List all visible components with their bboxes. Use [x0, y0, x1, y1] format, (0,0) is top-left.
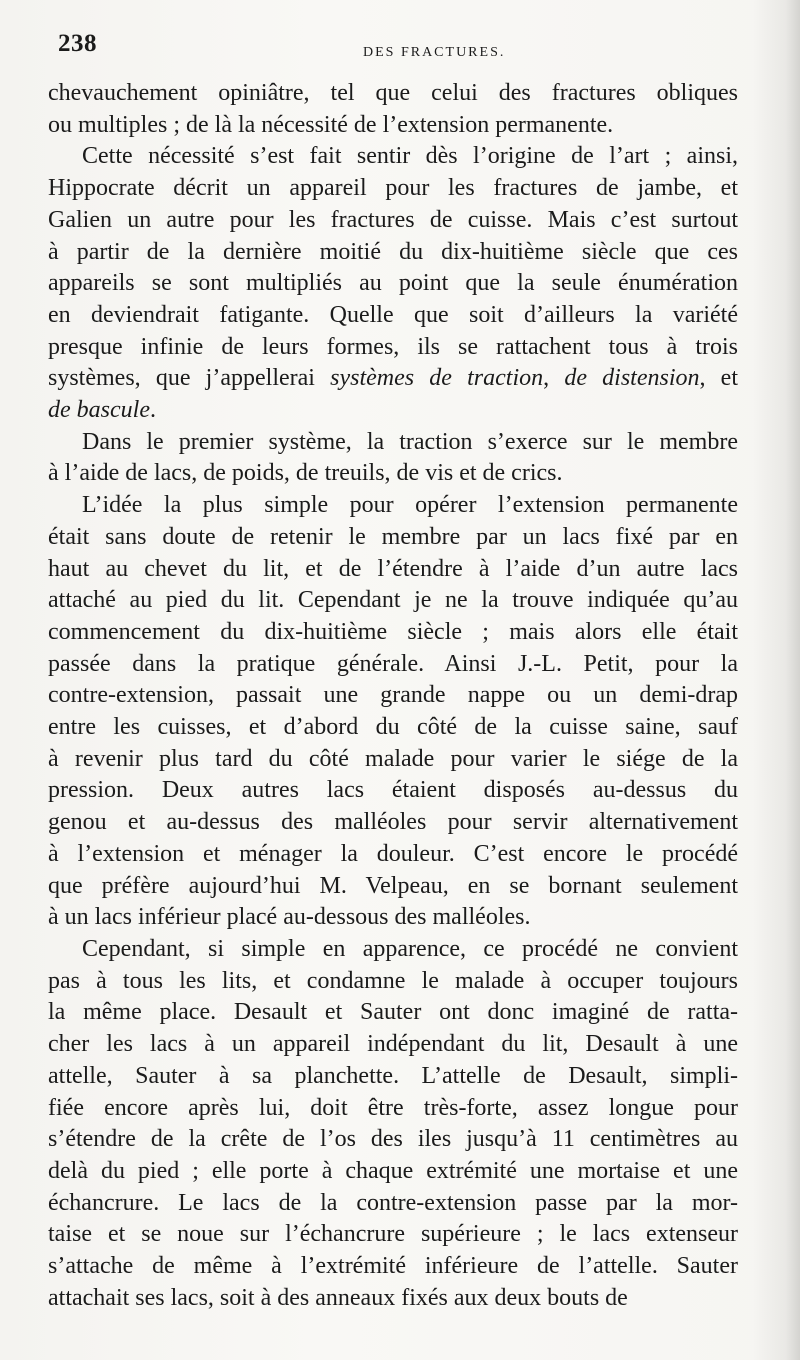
- text-line: Hippocrate décrit un appareil pour les fractures de jambe, et: [48, 175, 738, 202]
- text-line: pression. Deux autres lacs étaient disposés au-dessus du: [48, 777, 738, 804]
- text-line: contre-extension, passait une grande nappe ou un demi-drap: [48, 682, 738, 709]
- paragraph: [48, 78, 738, 141]
- body-text: [48, 78, 738, 1314]
- text-line: s’étendre de la crête de l’os des iles jusqu’à 11 centimètres au: [48, 1126, 738, 1153]
- text-line: delà du pied ; elle porte à chaque extrémité une mortaise et une: [48, 1157, 738, 1184]
- text-line: commencement du dix-huitième siècle ; mais alors elle était: [48, 618, 738, 645]
- text-line: systèmes, que j’appellerai systèmes de traction, de distension, et: [48, 365, 739, 392]
- text-line: pas à tous les lits, et condamne le malade à occuper toujours: [48, 967, 738, 994]
- text-line: que préfère aujourd’hui M. Velpeau, en se bornant seulement: [48, 872, 738, 899]
- text-line: à un lacs inférieur placé au-dessous des malléoles.: [48, 904, 531, 931]
- page-number: 238: [58, 30, 97, 57]
- paragraph: [48, 490, 738, 934]
- text-line: à l’aide de lacs, de poids, de treuils, de vis et de crics.: [48, 460, 563, 487]
- text-line: chevauchement opiniâtre, tel que celui des fractures obliques: [48, 80, 738, 106]
- text-line: la même place. Desault et Sauter ont donc imaginé de ratta-: [48, 999, 738, 1026]
- text-line: presque infinie de leurs formes, ils se rattachent tous à trois: [48, 333, 738, 360]
- text-line: ou multiples ; de là la nécessité de l’extension permanente.: [48, 111, 614, 138]
- text-line: fiée encore après lui, doit être très-forte, assez longue pour: [48, 1094, 738, 1121]
- text-line: Galien un autre pour les fractures de cuisse. Mais c’est surtout: [48, 206, 738, 233]
- text-line: attaché au pied du lit. Cependant je ne la trouve indiquée qu’au: [48, 587, 738, 614]
- text-line: à l’extension et ménager la douleur. C’est encore le procédé: [48, 840, 738, 867]
- text-line: à revenir plus tard du côté malade pour varier le siége de la: [48, 745, 738, 772]
- paragraph: [48, 141, 738, 426]
- text-line: attelle, Sauter à sa planchette. L’attelle de Desault, simpli-: [48, 1062, 738, 1089]
- text-line: échancrure. Le lacs de la contre-extension passe par la mor-: [48, 1189, 738, 1216]
- text-line: de bascule.: [48, 397, 156, 424]
- text-line: Cette nécessité s’est fait sentir dès l’origine de l’art ; ainsi,: [82, 143, 738, 170]
- running-head: [58, 30, 748, 64]
- text-line: entre les cuisses, et d’abord du côté de la cuisse saine, sauf: [48, 714, 738, 741]
- text-line: cher les lacs à un appareil indépendant du lit, Desault à une: [48, 1031, 738, 1058]
- page-edge-shadow: [752, 0, 800, 1360]
- text-line: appareils se sont multipliés au point que la seule énumération: [48, 270, 738, 297]
- text-line: passée dans la pratique générale. Ainsi J.-L. Petit, pour la: [48, 650, 738, 677]
- text-line: haut au chevet du lit, et de l’étendre à l’aide d’un autre lacs: [48, 555, 738, 582]
- text-line: à partir de la dernière moitié du dix-huitième siècle que ces: [48, 238, 738, 265]
- text-line: s’attache de même à l’extrémité inférieure de l’attelle. Sauter: [48, 1253, 738, 1280]
- running-title: DES FRACTURES.: [363, 45, 506, 60]
- text-line: en deviendrait fatigante. Quelle que soit d’ailleurs la variété: [48, 301, 738, 328]
- text-line: Dans le premier système, la traction s’exerce sur le membre: [82, 428, 738, 455]
- text-line: taise et se noue sur l’échancrure supérieure ; le lacs extenseur: [48, 1221, 738, 1248]
- paragraph: [48, 934, 738, 1314]
- paragraph: [48, 427, 738, 490]
- text-line: était sans doute de retenir le membre par un lacs fixé par en: [48, 523, 738, 550]
- text-line: Cependant, si simple en apparence, ce procédé ne convient: [82, 935, 738, 962]
- text-line: genou et au-dessus des malléoles pour servir alternativement: [48, 809, 738, 836]
- text-line: L’idée la plus simple pour opérer l’extension permanente: [82, 492, 738, 519]
- text-line: attachait ses lacs, soit à des anneaux fixés aux deux bouts de: [48, 1284, 628, 1311]
